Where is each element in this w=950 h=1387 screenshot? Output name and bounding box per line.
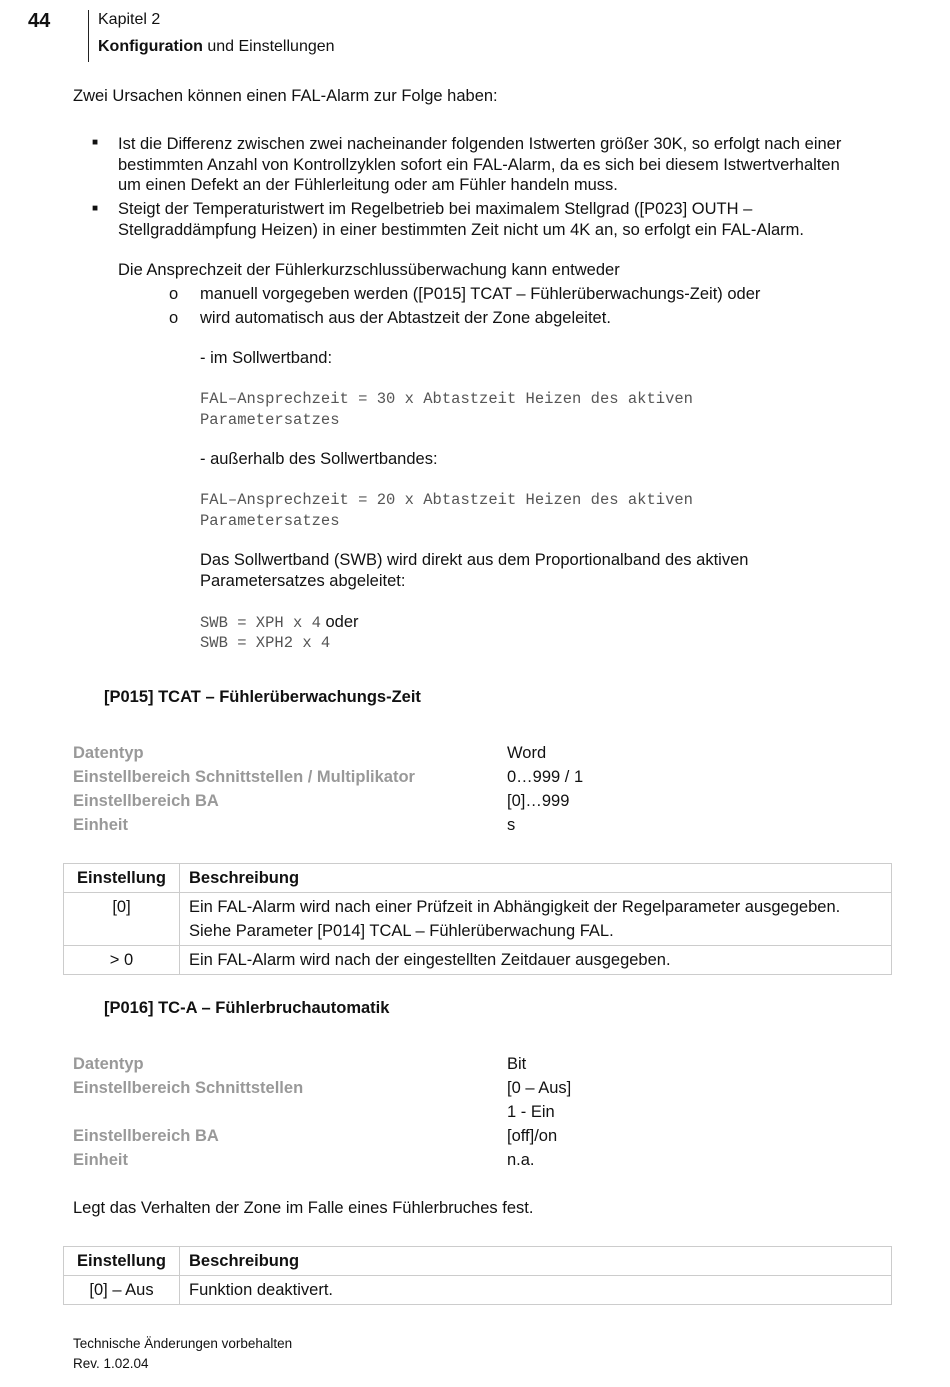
table-cell-description [180, 893, 892, 946]
bullet-1 [118, 134, 841, 196]
table-cell-description: Ein FAL-Alarm wird nach der eingestellten Zeitdauer ausgegeben. [180, 946, 892, 975]
p016-prop-label: Datentyp [73, 1055, 144, 1073]
swb-text [200, 550, 748, 591]
table-cell-description: Funktion deaktivert. [180, 1276, 892, 1305]
header-divider [88, 10, 89, 62]
p015-title: [P015] TCAT – Fühlerüberwachungs-Zeit [104, 688, 421, 706]
table-header: Einstellung [64, 864, 180, 893]
swb-formula-1: SWB = XPH x 4 [200, 614, 321, 632]
page-number: 44 [28, 10, 51, 32]
bullet-icon: ■ [92, 203, 99, 214]
sub-item-2: wird automatisch aus der Abtastzeit der Zone abgeleitet. [200, 309, 611, 327]
sub-item-1: manuell vorgegeben werden ([P015] TCAT – Fühlerüberwachungs-Zeit) oder [200, 285, 761, 303]
formula-1-line-2: Parametersatzes [200, 410, 340, 429]
table-header-row [64, 864, 892, 893]
table-cell-setting: [0] [64, 893, 180, 946]
sub-marker-2: o [169, 309, 179, 327]
p016-prop-value: 1 - Ein [507, 1103, 555, 1121]
table-row [64, 946, 892, 975]
chapter-label: Kapitel 2 [98, 11, 161, 28]
p016-title: [P016] TC-A – Fühlerbruchautomatik [104, 999, 390, 1017]
p016-prop-value: [0 – Aus] [507, 1079, 572, 1097]
table-cell-setting: > 0 [64, 946, 180, 975]
formula-2-line-1: FAL–Ansprechzeit = 20 x Abtastzeit Heizen des aktiven [200, 491, 693, 509]
p015-prop-label: Einstellbereich Schnittstellen / Multiplikator [73, 768, 415, 786]
p016-prop-label: Einstellbereich BA [73, 1127, 219, 1145]
p016-description: Legt das Verhalten der Zone im Falle eines Fühlerbruches fest. [73, 1199, 534, 1217]
response-intro: Die Ansprechzeit der Fühlerkurzschlussüberwachung kann entweder [118, 261, 620, 279]
bullet-1-line-2: bestimmten Anzahl von Kontrollzyklen sofort ein FAL-Alarm, da es sich bei diesem Istwertverhalten [118, 155, 840, 174]
footer-note: Technische Änderungen vorbehalten [73, 1336, 293, 1351]
bullet-2-line-2: Stellgraddämpfung Heizen) in einer bestimmten Zeit nicht um 4K an, so erfolgt ein FAL-Alarm. [118, 220, 804, 239]
section-title-bold: Konfiguration [98, 38, 203, 55]
swb-formula-2: SWB = XPH2 x 4 [200, 634, 331, 652]
swb-formula-1-row [200, 613, 359, 632]
table-row [64, 893, 892, 946]
p015-prop-label: Datentyp [73, 744, 144, 762]
p016-settings-table [63, 1246, 892, 1305]
table-header: Beschreibung [180, 1247, 892, 1276]
bullet-1-line-3: um einen Defekt an der Fühlerleitung oder am Fühler handeln muss. [118, 176, 618, 194]
table-header: Einstellung [64, 1247, 180, 1276]
table-header-row [64, 1247, 892, 1276]
section-title-rest: und Einstellungen [202, 38, 335, 55]
table-row [64, 1276, 892, 1305]
p016-prop-value: [off]/on [507, 1127, 558, 1145]
formula-2 [200, 490, 693, 531]
p016-prop-label: Einheit [73, 1151, 129, 1169]
table-cell-setting: [0] – Aus [64, 1276, 180, 1305]
p015-prop-value: Word [507, 744, 547, 762]
bullet-1-line-1: Ist die Differenz zwischen zwei nacheinander folgenden Istwerten größer 30K, so erfolgt nach einer [118, 135, 842, 153]
p015-prop-label: Einheit [73, 816, 129, 834]
sub-marker-1: o [169, 285, 179, 303]
swb-text-line-2: Parametersatzes abgeleitet: [200, 571, 406, 590]
out-band-label: - außerhalb des Sollwertbandes: [200, 450, 438, 468]
description-line: Siehe Parameter [P014] TCAL – Fühlerüberwachung FAL. [189, 922, 614, 940]
footer-revision: Rev. 1.02.04 [73, 1356, 149, 1371]
p015-prop-label: Einstellbereich BA [73, 792, 219, 810]
intro-text: Zwei Ursachen können einen FAL-Alarm zur Folge haben: [73, 87, 498, 105]
table-header: Beschreibung [180, 864, 892, 893]
description-line: Ein FAL-Alarm wird nach einer Prüfzeit in Abhängigkeit der Regelparameter ausgegeben. [189, 898, 841, 916]
p016-prop-label: Einstellbereich Schnittstellen [73, 1079, 304, 1097]
formula-1-line-1: FAL–Ansprechzeit = 30 x Abtastzeit Heizen des aktiven [200, 390, 693, 408]
p015-settings-table [63, 863, 892, 975]
p015-prop-value: s [507, 816, 516, 834]
swb-text-line-1: Das Sollwertband (SWB) wird direkt aus dem Proportionalband des aktiven [200, 551, 749, 569]
swb-oder: oder [320, 613, 359, 631]
bullet-2-line-1: Steigt der Temperaturistwert im Regelbetrieb bei maximalem Stellgrad ([P023] OUTH – [118, 200, 753, 218]
formula-1 [200, 389, 693, 430]
section-title [98, 38, 335, 56]
p016-prop-value: Bit [507, 1055, 527, 1073]
in-band-label: - im Sollwertband: [200, 349, 333, 367]
p016-prop-value: n.a. [507, 1151, 535, 1169]
bullet-icon: ■ [92, 137, 99, 148]
bullet-2 [118, 199, 804, 240]
p015-prop-value: [0]…999 [507, 792, 570, 810]
p015-prop-value: 0…999 / 1 [507, 768, 584, 786]
formula-2-line-2: Parametersatzes [200, 511, 340, 530]
